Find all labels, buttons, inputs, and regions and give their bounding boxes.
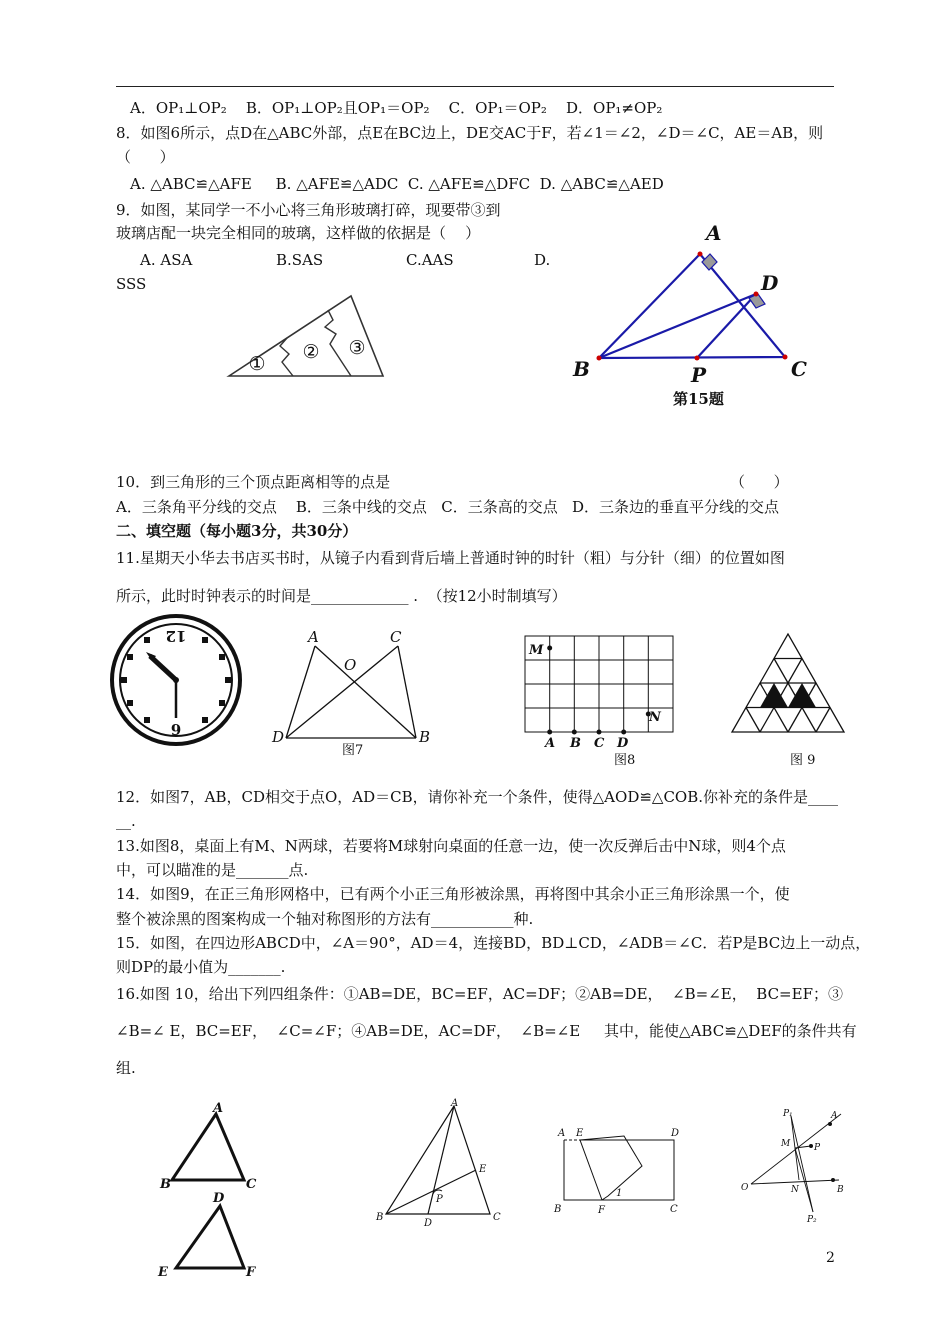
q8-options: A. △ABC≌△AFE B. △AFE≌△ADC C. △AFE≌△DFC D. △ABC≌△AED: [130, 175, 664, 193]
q8-stem: 8．如图6所示，点D在△ABC外部，点E在BC边上，DE交AC于F，若∠1＝∠2，∠D＝∠C，AE＝AB，则: [116, 124, 824, 142]
figure-7: [268, 624, 438, 756]
piece-2-label: ②: [302, 341, 320, 363]
fig15-label-c: C: [791, 357, 807, 381]
header-rule: [116, 86, 834, 87]
clock-bottom-numeral: 6: [170, 720, 182, 738]
q9-line1: 9．如图，某同学一不小心将三角形玻璃打碎，现要带③到: [116, 201, 501, 219]
section-2-heading: 二、填空题（每小题3分，共30分）: [116, 522, 358, 540]
fig10b-label-c: C: [493, 1212, 501, 1223]
q10-options: A．三条角平分线的交点 B．三条中线的交点 C．三条高的交点 D．三条边的垂直平分线的交点: [116, 498, 780, 516]
q12-line1: 12．如图7，AB，CD相交于点O，AD＝CB，请你补充一个条件，使得△AOD≌△COB.你补充的条件是____: [116, 788, 839, 806]
broken-glass-figure: [225, 290, 390, 382]
fig10b-label-p: P: [436, 1194, 443, 1205]
fig10c-label-1: 1: [616, 1188, 623, 1199]
fig10d-label-o: O: [741, 1183, 749, 1193]
q9-option-d: D.: [534, 251, 551, 269]
fig10c-label-d: D: [671, 1128, 680, 1139]
q14-line2: 整个被涂黑的图案构成一个轴对称图形的方法有___________种.: [116, 910, 534, 928]
fig15-label-a: A: [706, 221, 722, 245]
piece-3-label: ③: [348, 337, 366, 359]
fig10d-label-b: B: [837, 1185, 844, 1195]
q16-line3: 组.: [116, 1059, 136, 1077]
page-number: 2: [826, 1250, 835, 1266]
q9-option-c: C.AAS: [406, 251, 454, 269]
fig10d-label-p2: P₂: [807, 1215, 817, 1225]
fig10b-label-b: B: [376, 1212, 384, 1223]
q11-line2: 所示，此时时钟表示的时间是_____________ . （按12小时制填写）: [116, 587, 567, 605]
fig8-label-n: N: [649, 710, 661, 725]
figure-10-folded-rectangle: [550, 1120, 690, 1220]
fig7-caption: 图7: [342, 743, 364, 756]
fig10a-label-c: C: [246, 1177, 257, 1192]
fig10c-label-a: A: [558, 1128, 566, 1139]
fig8-label-a: A: [545, 736, 556, 751]
q9-option-a: A. ASA: [140, 251, 193, 269]
fig8-label-b: B: [570, 736, 581, 751]
fig15-label-b: B: [573, 357, 590, 381]
fig10b-label-a: A: [451, 1098, 459, 1109]
q8-paren: （ ）: [116, 148, 175, 166]
fig10c-label-e: E: [576, 1128, 584, 1139]
fig8-label-c: C: [594, 736, 605, 751]
q7-options: A．OP₁⊥OP₂ B．OP₁⊥OP₂且OP₁＝OP₂ C．OP₁＝OP₂ D．OP₁≠OP₂: [130, 99, 663, 117]
fig8-caption: 图8: [614, 753, 636, 768]
q16-line2: ∠B=∠ E，BC=EF， ∠C=∠F；④AB=DE，AC=DF， ∠B=∠E 其中，能使△ABC≌△DEF的条件共有: [116, 1022, 857, 1040]
q9-option-d-value: SSS: [116, 275, 147, 293]
fig10a-label-e: E: [158, 1265, 168, 1280]
figure-10-reflection: [735, 1108, 855, 1226]
fig8-label-d: D: [617, 736, 629, 751]
fig10a-label-f: F: [246, 1265, 256, 1280]
fig10a-label-a: A: [213, 1101, 224, 1116]
figure-8: [515, 628, 685, 768]
mirrored-clock-figure: [108, 612, 244, 748]
fig8-label-m: M: [529, 643, 544, 658]
fig7-label-a: A: [308, 628, 319, 646]
figure-10-triangles: [150, 1098, 270, 1284]
q11-line1: 11.星期天小华去书店买书时，从镜子内看到背后墙上普通时钟的时针（粗）与分针（细）的位置如图: [116, 549, 785, 567]
figure-9: [726, 628, 856, 768]
q10-paren: （ ）: [730, 473, 789, 491]
figure-15: [565, 220, 815, 415]
fig9-caption: 图 9: [790, 753, 816, 768]
clock-top-numeral: 12: [165, 627, 187, 645]
fig7-label-b: B: [419, 728, 431, 746]
fig7-label-o: O: [344, 656, 357, 674]
fig10d-label-p: P: [814, 1143, 821, 1153]
fig7-label-d: D: [272, 728, 285, 746]
fig15-caption: 第15题: [673, 390, 724, 408]
fig10c-label-b: B: [554, 1204, 562, 1215]
fig10d-label-p1: P₁: [783, 1109, 793, 1119]
q16-line1: 16.如图 10，给出下列四组条件：①AB=DE，BC=EF，AC=DF；②AB=DE， ∠B=∠E， BC=EF；③: [116, 985, 843, 1003]
fig15-label-p: P: [691, 363, 707, 387]
fig10d-label-n: N: [791, 1185, 799, 1195]
q13-line1: 13.如图8，桌面上有M、N两球，若要将M球射向桌面的任意一边，使一次反弹后击中N球，则4个点: [116, 837, 786, 855]
q13-line2: 中，可以瞄准的是_______点.: [116, 861, 309, 879]
fig10d-label-a: A: [831, 1111, 838, 1121]
piece-1-label: ①: [248, 353, 266, 375]
fig10a-label-b: B: [160, 1177, 171, 1192]
fig10c-label-c: C: [670, 1204, 678, 1215]
q12-line2: __.: [116, 812, 136, 830]
fig10b-label-e: E: [479, 1164, 487, 1175]
q9-option-b: B.SAS: [276, 251, 324, 269]
fig7-label-c: C: [390, 628, 402, 646]
q9-line2: 玻璃店配一块完全相同的玻璃，这样做的依据是（ ）: [116, 224, 481, 242]
q15-line2: 则DP的最小值为_______.: [116, 958, 286, 976]
fig10a-label-d: D: [213, 1191, 225, 1206]
q10-stem: 10．到三角形的三个顶点距离相等的点是: [116, 473, 391, 491]
fig10b-label-d: D: [424, 1218, 433, 1229]
fig10c-label-f: F: [598, 1205, 605, 1216]
fig10d-label-m: M: [781, 1139, 791, 1149]
q14-line1: 14．如图9，在正三角形网格中，已有两个小正三角形被涂黑，再将图中其余小正三角形涂黑一个，使: [116, 885, 790, 903]
figure-10-cevians: [372, 1098, 512, 1232]
q15-line1: 15．如图，在四边形ABCD中，∠A＝90°，AD＝4，连接BD，BD⊥CD，∠ADB＝∠C．若P是BC边上一动点，: [116, 934, 871, 952]
fig15-label-d: D: [761, 271, 779, 295]
